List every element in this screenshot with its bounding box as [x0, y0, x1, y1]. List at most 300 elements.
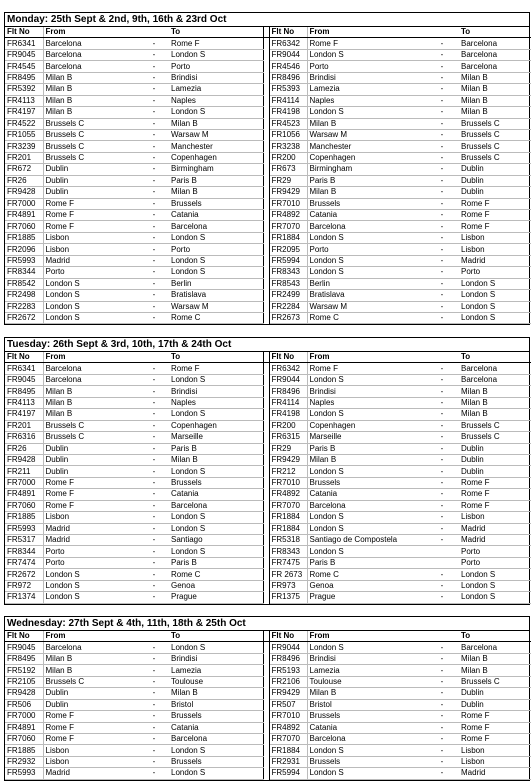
table-row — [5, 374, 531, 385]
separator: - — [427, 386, 457, 397]
destination: Rome F — [457, 489, 531, 500]
flight-number: FR1375 — [269, 592, 307, 603]
flight-number: FR4545 — [5, 61, 43, 72]
table-row — [5, 72, 531, 83]
origin: Dublin — [43, 688, 139, 699]
destination: London S — [457, 290, 531, 301]
separator: - — [427, 768, 457, 779]
separator: - — [427, 397, 457, 408]
separator: - — [427, 187, 457, 198]
flight-number: FR8496 — [269, 653, 307, 664]
separator: - — [427, 512, 457, 523]
destination: London S — [169, 466, 263, 477]
origin: Rome F — [43, 477, 139, 488]
flight-number: FR7070 — [269, 221, 307, 232]
separator: - — [427, 733, 457, 744]
flight-number: FR5317 — [5, 535, 43, 546]
destination: London S — [169, 232, 263, 243]
header-flt-no: Flt No — [5, 352, 43, 363]
table-row — [5, 278, 531, 289]
flight-number: FR7474 — [5, 557, 43, 568]
destination: Warsaw M — [169, 301, 263, 312]
separator: - — [427, 653, 457, 664]
origin: London S — [307, 49, 427, 60]
flight-number: FR8343 — [269, 267, 307, 278]
schedule-table — [5, 631, 531, 780]
flight-number: FR1884 — [269, 512, 307, 523]
origin: Brussels — [307, 711, 427, 722]
origin: Brussels — [307, 756, 427, 767]
origin: Rome F — [43, 733, 139, 744]
origin: Copenhagen — [307, 420, 427, 431]
header-spacer — [139, 631, 169, 642]
flight-number: FR200 — [269, 420, 307, 431]
destination: Paris B — [169, 557, 263, 568]
origin: Brussels C — [43, 118, 139, 129]
destination: Genoa — [169, 580, 263, 591]
flight-number: FR9428 — [5, 688, 43, 699]
origin: Madrid — [43, 255, 139, 266]
separator: - — [139, 569, 169, 580]
flight-number: FR4114 — [269, 397, 307, 408]
origin: Porto — [43, 267, 139, 278]
header-to: To — [169, 352, 263, 363]
table-row — [5, 118, 531, 129]
flight-number: FR201 — [5, 152, 43, 163]
table-row — [5, 454, 531, 465]
destination: Brussels C — [457, 118, 531, 129]
flight-number: FR5393 — [269, 84, 307, 95]
flight-number: FR7000 — [5, 198, 43, 209]
header-spacer — [139, 27, 169, 38]
origin: Brindisi — [307, 653, 427, 664]
destination: Brussels C — [457, 141, 531, 152]
origin: Barcelona — [307, 500, 427, 511]
table-row — [5, 477, 531, 488]
separator: - — [139, 397, 169, 408]
origin: London S — [307, 409, 427, 420]
destination: Brussels C — [457, 129, 531, 140]
destination: Dublin — [457, 466, 531, 477]
table-row — [5, 129, 531, 140]
separator: - — [139, 38, 169, 49]
table-row — [5, 386, 531, 397]
header-to: To — [457, 352, 531, 363]
flight-number: FR972 — [5, 580, 43, 591]
origin: London S — [43, 278, 139, 289]
schedule-section — [4, 616, 530, 781]
separator: - — [427, 72, 457, 83]
table-row — [5, 420, 531, 431]
flight-number: FR7000 — [5, 477, 43, 488]
origin: London S — [307, 267, 427, 278]
flight-number: FR973 — [269, 580, 307, 591]
flight-number: FR673 — [269, 164, 307, 175]
table-row — [5, 722, 531, 733]
table-row — [5, 232, 531, 243]
destination: Milan B — [457, 409, 531, 420]
separator: - — [427, 756, 457, 767]
destination: Copenhagen — [169, 420, 263, 431]
separator: - — [427, 711, 457, 722]
separator: - — [427, 244, 457, 255]
destination: Berlin — [169, 278, 263, 289]
table-row — [5, 523, 531, 534]
flight-number: FR6342 — [269, 38, 307, 49]
separator: - — [139, 477, 169, 488]
separator: - — [139, 443, 169, 454]
origin: Madrid — [43, 768, 139, 779]
origin: Barcelona — [43, 38, 139, 49]
destination: Barcelona — [457, 374, 531, 385]
header-flt-no: Flt No — [269, 631, 307, 642]
destination: Brussels C — [457, 432, 531, 443]
separator: - — [139, 152, 169, 163]
separator: - — [427, 129, 457, 140]
separator: - — [139, 107, 169, 118]
flight-number: FR4891 — [5, 210, 43, 221]
flight-number: FR4892 — [269, 489, 307, 500]
separator: - — [427, 535, 457, 546]
origin: Rome F — [43, 210, 139, 221]
table-row — [5, 290, 531, 301]
flight-number: FR212 — [269, 466, 307, 477]
origin: Brindisi — [307, 386, 427, 397]
destination: Barcelona — [169, 500, 263, 511]
origin: Lisbon — [43, 232, 139, 243]
origin: Dublin — [43, 175, 139, 186]
destination: Lisbon — [457, 756, 531, 767]
header-spacer — [427, 631, 457, 642]
destination: London S — [169, 374, 263, 385]
separator: - — [427, 665, 457, 676]
origin: Brussels C — [43, 676, 139, 687]
destination: London S — [169, 546, 263, 557]
origin: Brussels — [307, 477, 427, 488]
flight-number: FR7060 — [5, 221, 43, 232]
separator: - — [139, 49, 169, 60]
flight-number: FR7475 — [269, 557, 307, 568]
origin: Warsaw M — [307, 301, 427, 312]
destination: Prague — [169, 592, 263, 603]
destination: Barcelona — [457, 642, 531, 653]
flight-number: FR8542 — [5, 278, 43, 289]
destination: Rome F — [457, 711, 531, 722]
separator — [427, 557, 457, 568]
flight-number: FR4198 — [269, 409, 307, 420]
separator: - — [139, 756, 169, 767]
flight-number: FR2283 — [5, 301, 43, 312]
flight-number: FR7010 — [269, 477, 307, 488]
separator: - — [139, 374, 169, 385]
flight-number: FR8496 — [269, 72, 307, 83]
flight-number: FR5993 — [5, 255, 43, 266]
table-row — [5, 512, 531, 523]
destination: Lisbon — [457, 512, 531, 523]
destination: Dublin — [457, 164, 531, 175]
header-from: From — [43, 352, 139, 363]
origin: London S — [307, 255, 427, 266]
flight-number: FR26 — [5, 443, 43, 454]
origin: Dublin — [43, 164, 139, 175]
flight-number: FR9429 — [269, 187, 307, 198]
destination: Naples — [169, 95, 263, 106]
separator: - — [139, 61, 169, 72]
table-row — [5, 535, 531, 546]
destination: Rome F — [457, 210, 531, 221]
table-row — [5, 409, 531, 420]
separator: - — [139, 118, 169, 129]
flight-number: FR5993 — [5, 523, 43, 534]
flight-number: FR9428 — [5, 454, 43, 465]
destination: Brussels — [169, 477, 263, 488]
flight-number: FR2672 — [5, 312, 43, 323]
separator: - — [427, 466, 457, 477]
destination: Brussels — [169, 756, 263, 767]
flight-number: FR8495 — [5, 653, 43, 664]
origin: Bristol — [307, 699, 427, 710]
destination: Brindisi — [169, 386, 263, 397]
flight-number: FR4197 — [5, 409, 43, 420]
destination: Rome C — [169, 569, 263, 580]
separator: - — [427, 118, 457, 129]
separator: - — [427, 38, 457, 49]
table-row — [5, 363, 531, 374]
origin: London S — [43, 290, 139, 301]
header-from: From — [307, 27, 427, 38]
flight-number: FR1884 — [269, 745, 307, 756]
separator: - — [139, 255, 169, 266]
table-row — [5, 84, 531, 95]
flight-number: FR8495 — [5, 386, 43, 397]
flight-number: FR7070 — [269, 733, 307, 744]
separator: - — [427, 745, 457, 756]
separator: - — [139, 232, 169, 243]
separator: - — [139, 733, 169, 744]
destination: Naples — [169, 397, 263, 408]
flight-number: FR5994 — [269, 255, 307, 266]
destination: London S — [169, 107, 263, 118]
schedule-table — [5, 27, 531, 324]
flight-number: FR8496 — [269, 386, 307, 397]
flight-number: FR4546 — [269, 61, 307, 72]
flight-number: FR6316 — [5, 432, 43, 443]
destination: Brussels — [169, 198, 263, 209]
table-row — [5, 688, 531, 699]
separator: - — [427, 523, 457, 534]
separator: - — [139, 454, 169, 465]
origin: Naples — [307, 95, 427, 106]
origin: Barcelona — [43, 49, 139, 60]
destination: Catania — [169, 210, 263, 221]
flight-number: FR4891 — [5, 489, 43, 500]
destination: Milan B — [169, 187, 263, 198]
flight-number: FR2105 — [5, 676, 43, 687]
flight-number: FR8344 — [5, 546, 43, 557]
origin: London S — [307, 546, 427, 557]
flight-number: FR8344 — [5, 267, 43, 278]
destination: Brussels C — [457, 420, 531, 431]
separator: - — [139, 187, 169, 198]
flight-number: FR672 — [5, 164, 43, 175]
origin: London S — [307, 745, 427, 756]
separator: - — [427, 580, 457, 591]
destination: Rome F — [169, 363, 263, 374]
header-row — [5, 631, 531, 642]
origin: Paris B — [307, 175, 427, 186]
separator: - — [139, 592, 169, 603]
flight-number: FR2931 — [269, 756, 307, 767]
separator: - — [139, 175, 169, 186]
table-row — [5, 244, 531, 255]
flight-number: FR506 — [5, 699, 43, 710]
origin: Lisbon — [43, 756, 139, 767]
header-from: From — [43, 27, 139, 38]
destination: Porto — [457, 546, 531, 557]
schedule-section — [4, 337, 530, 605]
separator: - — [427, 312, 457, 323]
table-row — [5, 95, 531, 106]
flight-number: FR7070 — [269, 500, 307, 511]
header-flt-no: Flt No — [269, 27, 307, 38]
origin: Berlin — [307, 278, 427, 289]
header-from: From — [307, 631, 427, 642]
table-row — [5, 676, 531, 687]
destination: Santiago — [169, 535, 263, 546]
origin: Catania — [307, 722, 427, 733]
destination: Lisbon — [457, 745, 531, 756]
destination: Dublin — [457, 688, 531, 699]
separator: - — [139, 301, 169, 312]
origin: London S — [307, 523, 427, 534]
section-title: Monday: 25th Sept & 2nd, 9th, 16th & 23rd Oct — [5, 13, 529, 27]
destination: Paris B — [169, 443, 263, 454]
schedule-table — [5, 352, 531, 604]
destination: Barcelona — [457, 38, 531, 49]
destination: Porto — [169, 61, 263, 72]
section-title: Wednesday: 27th Sept & 4th, 11th, 18th & 25th Oct — [5, 617, 529, 631]
origin: London S — [307, 466, 427, 477]
flight-number: FR8495 — [5, 72, 43, 83]
origin: Barcelona — [43, 61, 139, 72]
origin: Paris B — [307, 557, 427, 568]
separator: - — [139, 500, 169, 511]
separator: - — [139, 546, 169, 557]
flight-number: FR9044 — [269, 374, 307, 385]
origin: Lisbon — [43, 244, 139, 255]
separator: - — [139, 580, 169, 591]
flight-number: FR4114 — [269, 95, 307, 106]
origin: Rome F — [43, 500, 139, 511]
destination: Milan B — [457, 84, 531, 95]
origin: Milan B — [43, 107, 139, 118]
destination: Catania — [169, 722, 263, 733]
origin: London S — [307, 107, 427, 118]
separator: - — [139, 699, 169, 710]
destination: Milan B — [169, 454, 263, 465]
separator: - — [139, 312, 169, 323]
separator: - — [427, 278, 457, 289]
flight-number: FR1884 — [269, 523, 307, 534]
separator: - — [427, 374, 457, 385]
destination: Milan B — [457, 72, 531, 83]
destination: Milan B — [457, 386, 531, 397]
destination: Rome F — [457, 221, 531, 232]
separator: - — [139, 278, 169, 289]
table-row — [5, 756, 531, 767]
separator: - — [139, 512, 169, 523]
separator: - — [427, 255, 457, 266]
flight-number: FR5192 — [5, 665, 43, 676]
separator: - — [427, 489, 457, 500]
destination: Manchester — [169, 141, 263, 152]
origin: London S — [307, 374, 427, 385]
origin: Lisbon — [43, 512, 139, 523]
origin: Dublin — [43, 466, 139, 477]
separator: - — [427, 642, 457, 653]
origin: Porto — [307, 244, 427, 255]
origin: Brussels C — [43, 129, 139, 140]
flight-number: FR6341 — [5, 363, 43, 374]
table-row — [5, 255, 531, 266]
origin: Barcelona — [43, 374, 139, 385]
origin: Dublin — [43, 443, 139, 454]
separator: - — [427, 454, 457, 465]
table-row — [5, 546, 531, 557]
separator: - — [139, 653, 169, 664]
separator: - — [139, 129, 169, 140]
header-to: To — [457, 631, 531, 642]
flight-number: FR2932 — [5, 756, 43, 767]
destination: London S — [169, 745, 263, 756]
flight-number: FR6341 — [5, 38, 43, 49]
header-from: From — [43, 631, 139, 642]
destination: Porto — [457, 267, 531, 278]
destination: Madrid — [457, 523, 531, 534]
origin: Manchester — [307, 141, 427, 152]
destination: Madrid — [457, 535, 531, 546]
table-row — [5, 500, 531, 511]
separator: - — [139, 768, 169, 779]
destination: Brussels C — [457, 152, 531, 163]
origin: Milan B — [43, 665, 139, 676]
origin: Milan B — [43, 72, 139, 83]
flight-number: FR1885 — [5, 232, 43, 243]
destination: London S — [169, 642, 263, 653]
destination: London S — [457, 278, 531, 289]
separator: - — [427, 107, 457, 118]
destination: London S — [457, 312, 531, 323]
flight-number: FR1374 — [5, 592, 43, 603]
flight-number: FR8543 — [269, 278, 307, 289]
flight-number: FR1884 — [269, 232, 307, 243]
destination: Lamezia — [169, 665, 263, 676]
destination: London S — [457, 580, 531, 591]
separator: - — [427, 141, 457, 152]
origin: Brussels C — [43, 141, 139, 152]
destination: Madrid — [457, 255, 531, 266]
destination: Copenhagen — [169, 152, 263, 163]
origin: Naples — [307, 397, 427, 408]
separator: - — [427, 164, 457, 175]
table-row — [5, 711, 531, 722]
origin: Brussels C — [43, 152, 139, 163]
destination: Lamezia — [169, 84, 263, 95]
separator: - — [427, 500, 457, 511]
flight-number: FR8343 — [269, 546, 307, 557]
flight-number: FR9045 — [5, 374, 43, 385]
header-flt-no: Flt No — [5, 27, 43, 38]
